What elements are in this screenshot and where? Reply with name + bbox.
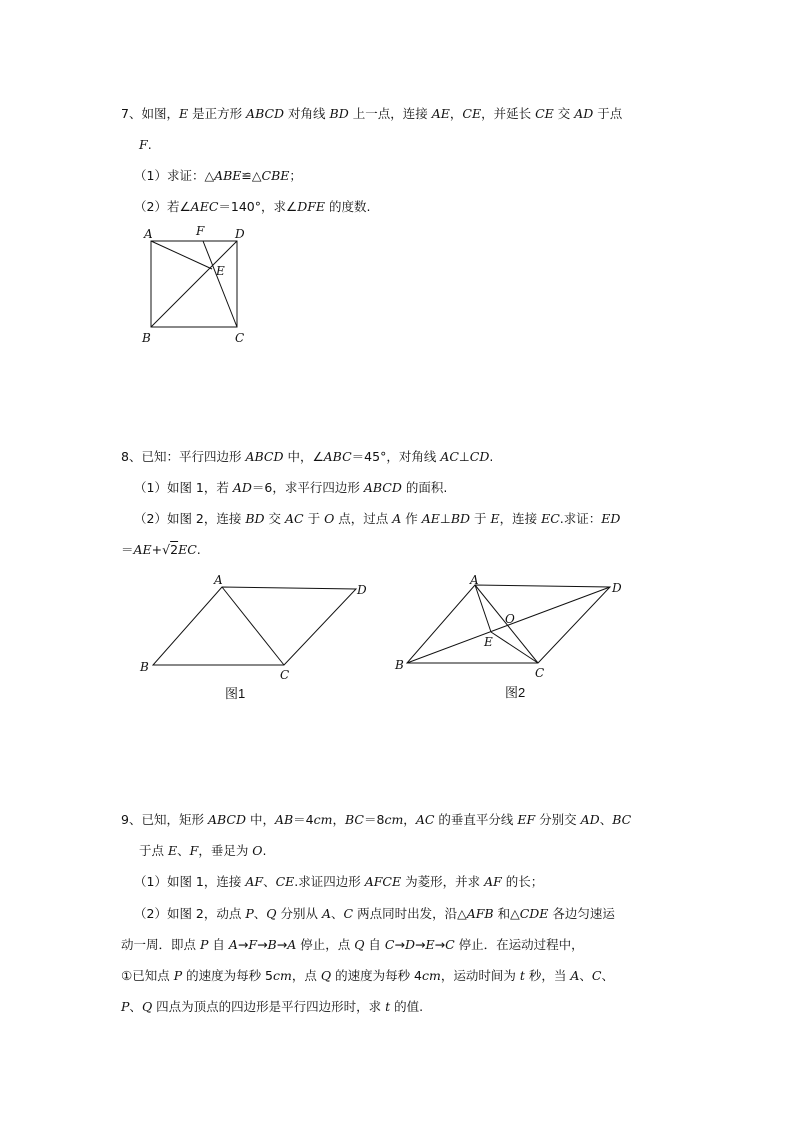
fig1-label-a: A <box>214 573 223 587</box>
fig2-caption: 图2 <box>505 685 526 700</box>
fig2-label-b: B <box>395 658 404 672</box>
label-a: A <box>144 227 153 241</box>
segment-ae <box>151 241 212 269</box>
sqrt-symbol: √ <box>162 542 171 557</box>
label-d: D <box>235 227 245 241</box>
q7-line2: F. <box>139 137 152 152</box>
fig1-label-c: C <box>280 668 290 682</box>
parallelogram-abcd <box>153 587 356 665</box>
fig2-label-o: O <box>505 612 515 626</box>
fig2-label-c: C <box>535 666 545 680</box>
q8-figure1 <box>138 574 370 706</box>
fig2-label-e: E <box>484 635 493 649</box>
fig2-label-a: A <box>470 573 479 587</box>
q8-part2-line2: ＝AE+√2EC. <box>121 542 201 557</box>
fig1-label-d: D <box>357 583 367 597</box>
q7-part1: （1）求证：△ABE≌△CBE； <box>134 168 302 183</box>
q9-number: 9 <box>121 812 129 827</box>
segment-cf <box>203 241 237 327</box>
fig1-caption: 图1 <box>225 686 246 701</box>
q7-square-figure <box>140 222 252 348</box>
q7-line1: 7、如图，E 是正方形 ABCD 对角线 BD 上一点，连接 AE，CE，并延长 CE 交 AD 于点 <box>121 106 623 121</box>
q8-number: 8 <box>121 449 129 464</box>
q9-part3-line1: ①已知点 P 的速度为每秒 5cm，点 Q 的速度为每秒 4cm，运动时间为 t 秒，当 A、C、 <box>121 968 614 983</box>
segment-ec <box>491 632 538 663</box>
label-c: C <box>235 331 245 345</box>
label-b: B <box>142 331 151 345</box>
label-f: F <box>196 224 205 238</box>
q9-part3-line2: P、Q 四点为顶点的四边形是平行四边形时，求 t 的值. <box>121 999 424 1014</box>
q9-part2-line2: 动一周．即点 P 自 A→F→B→A 停止，点 Q 自 C→D→E→C 停止．在运动过程中， <box>121 937 584 952</box>
fig2-label-d: D <box>612 581 622 595</box>
fig1-label-b: B <box>140 660 149 674</box>
q8-figure2 <box>392 572 632 706</box>
q7-number: 7 <box>121 106 129 121</box>
q9-line1: 9、已知，矩形 ABCD 中，AB＝4cm，BC＝8cm，AC 的垂直平分线 EF 分别交 AD、BC <box>121 812 632 827</box>
q9-part2-line1: （2）如图 2，动点 P、Q 分别从 A、C 两点同时出发，沿△AFB 和△CDE 各边匀速运 <box>134 906 615 921</box>
diagonal-bd <box>151 241 237 327</box>
diagonal-ac <box>222 587 284 665</box>
q9-part1: （1）如图 1，连接 AF、CE.求证四边形 AFCE 为菱形，并求 AF 的长； <box>134 874 544 889</box>
segment-ae-perpendicular <box>475 585 491 632</box>
q9-line2: 于点 E、F，垂足为 O. <box>139 843 267 858</box>
q8-part1: （1）如图 1，若 AD＝6，求平行四边形 ABCD 的面积. <box>134 480 448 495</box>
q7-part2: （2）若∠AEC＝140°，求∠DFE 的度数. <box>134 199 371 214</box>
q8-line1: 8、已知：平行四边形 ABCD 中，∠ABC＝45°，对角线 AC⊥CD. <box>121 449 494 464</box>
q8-part2-line1: （2）如图 2，连接 BD 交 AC 于 O 点，过点 A 作 AE⊥BD 于 E，连接 EC.求证：ED <box>134 511 621 526</box>
label-e: E <box>216 264 225 278</box>
